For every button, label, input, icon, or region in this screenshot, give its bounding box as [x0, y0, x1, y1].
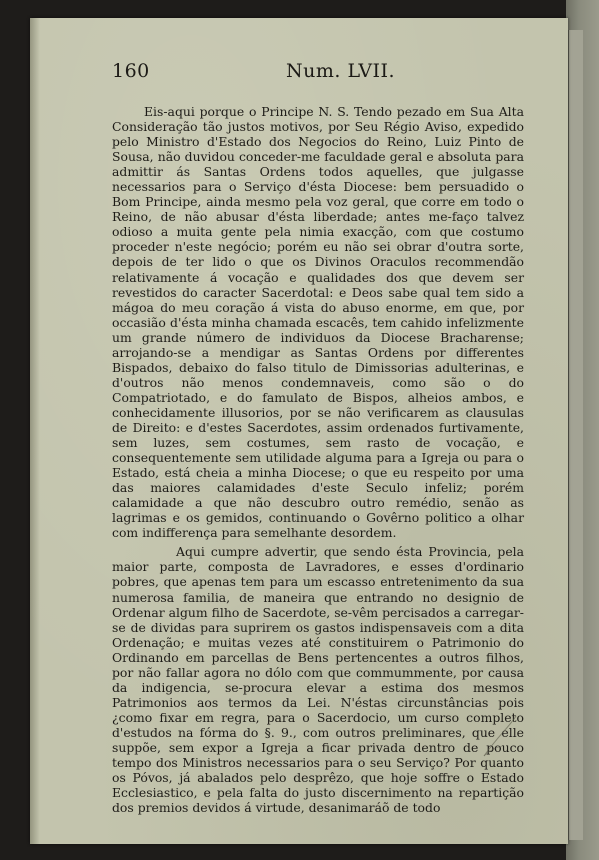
- body-text: [112, 104, 524, 815]
- paragraph-1: Eis-aqui porque o Principe N. S. Tendo pezado em Sua Alta Consideração tão justos motivos, por Seu Régio Aviso, expedido pelo Ministro d'Estado dos Negocios do Reino, Luiz Pinto de Sousa, não duvidou conceder-me faculdade geral e absoluta para admittir ás Santas Ordens todos aquelles, que julgasse necessarios para o Serviço d'ésta Diocese: bem persuadido o Bom Principe, ainda mesmo pela voz geral, que corre em todo o Reino, de não abusar d'ésta liberdade; antes me-faço talvez odioso a muita gente pela nimia exacção, com que costumo proceder n'este negócio; porém eu não sei obrar d'outra sorte, depois de ter lido o que os Divinos Oraculos recommendão relativamente á vocação e qualidades dos que devem ser revestidos do caracter Sacerdotal: e Deos sabe qual tem sido a mágoa do meu coração á vista do abuso enorme, em que, por occasião d'ésta minha chamada escacês, tem cahido infelizmente um grande número de individuos da Diocese Bracharense; arrojando-se a mendigar as Santas Ordens por differentes Bispados, debaixo do falso titulo de Dimissorias adulterinas, e d'outros não menos condemnaveis, como são o do Compatriotado, e do famulato de Bispos, alheios ambos, e conhecidamente illusorios, por se não verificarem as clausulas de Direito: e d'estes Sacerdotes, assim ordenados furtivamente, sem luzes, sem costumes, sem rasto de vocação, e consequentemente sem utilidade alguma para a Igreja ou para o Estado, está cheia a minha Diocese; o que eu respeito por uma das maiores calamidades d'este Seculo infeliz; porém calamidade a que não descubro outro remédio, senão as lagrimas e os gemidos, continuando o Govêrno politico a olhar com indifferença para semelhante desordem.: [112, 104, 524, 541]
- page-header: [112, 60, 524, 90]
- running-head: Num. LVII.: [286, 60, 396, 82]
- paragraph-2: Aqui cumpre advertir, que sendo ésta Provincia, pela maior parte, composta de Lavradores, e esses d'ordinario pobres, que apenas tem para um escasso entretenimento da sua numerosa familia, de maneira que entrando no designio de Ordenar algum filho de Sacerdote, se-vêm percisados a carregar-se de dividas para suprirem os gastos indispensaveis com a dita Ordenação; e muitas vezes até constituirem o Patrimonio do Ordinando em parcellas de Bens pertencentes a outros filhos, por não fallar agora no dólo com que commummente, por causa da indigencia, se-procura elevar a estima dos mesmos Patrimonios aos termos da Lei. N'éstas circunstâncias pois ¿como fixar em regra, para o Sacerdocio, um curso completo d'estudos na fórma do §. 9., com outros preliminares, que elle suppõe, sem expor a Igreja a ficar privada dentro de pouco tempo dos Ministros necessarios para o seu Serviço? Por quanto os Póvos, já abalados pelo desprêzo, que hoje soffre o Estado Ecclesiastico, e pela falta do justo discernimento na repartição dos premios devidos á virtude, desanimaráõ de todo: [112, 544, 524, 816]
- pencil-mark-icon: [476, 712, 526, 762]
- adjacent-page-strip: [568, 30, 583, 840]
- gutter-shadow: [30, 18, 40, 844]
- page-number: 160: [112, 60, 150, 82]
